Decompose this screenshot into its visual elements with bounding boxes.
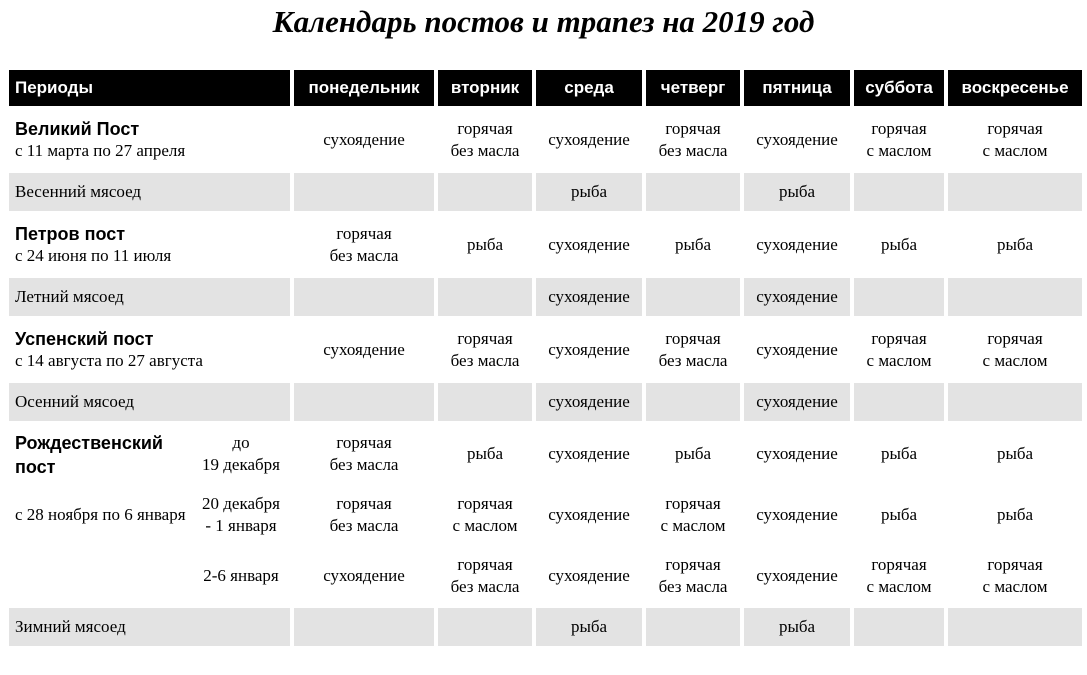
meal-cell: рыба: [466, 234, 504, 254]
meal-cell: горячая с маслом: [982, 118, 1048, 160]
header-day: понедельник: [294, 70, 434, 106]
row-peter-fast: [9, 215, 1082, 274]
meal-cell: сухоядение: [756, 234, 838, 254]
meal-cell: горячая без масла: [450, 328, 520, 370]
meal-cell: [294, 278, 434, 316]
meal-cell: рыба: [674, 234, 712, 254]
meal-cell: горячая без масла: [658, 328, 728, 370]
header-row: [9, 70, 1082, 106]
meal-cell: горячая с маслом: [866, 118, 932, 160]
meal-cell: [438, 173, 532, 211]
meal-cell: рыба: [880, 504, 918, 524]
meal-cell: рыба: [996, 443, 1034, 463]
meal-cell: горячая с маслом: [982, 554, 1048, 596]
subperiod-range: 2-6 января: [203, 565, 279, 585]
period-name: Осенний мясоед: [9, 383, 290, 421]
meal-cell: [294, 173, 434, 211]
subperiod-range: 20 декабря - 1 января: [202, 493, 280, 535]
meal-cell: горячая без масла: [658, 118, 728, 160]
meal-cell: сухоядение: [536, 278, 642, 316]
meal-cell: горячая без масла: [329, 432, 399, 474]
row-winter-meat: [9, 608, 1082, 646]
meal-cell: горячая с маслом: [866, 554, 932, 596]
meal-cell: сухоядение: [548, 565, 630, 585]
meal-cell: рыба: [536, 173, 642, 211]
page-title: Календарь постов и трапез на 2019 год: [272, 4, 815, 39]
period-name: Зимний мясоед: [9, 608, 290, 646]
meal-cell: сухоядение: [548, 443, 630, 463]
meal-cell: [646, 383, 740, 421]
meal-cell: сухоядение: [548, 339, 630, 359]
row-spring-meat: [9, 173, 1082, 211]
period-dates: с 24 июня по 11 июля: [15, 246, 172, 265]
header-day: среда: [536, 70, 642, 106]
header-day: вторник: [438, 70, 532, 106]
meal-cell: [854, 608, 944, 646]
meal-cell: [948, 608, 1082, 646]
period-name: Рождественский пост: [15, 433, 163, 477]
period-cell: [9, 215, 290, 274]
meal-cell: рыба: [996, 234, 1034, 254]
meal-cell: сухоядение: [323, 129, 405, 149]
meal-cell: горячая с маслом: [866, 328, 932, 370]
meal-cell: горячая без масла: [329, 223, 399, 265]
meal-cell: сухоядение: [744, 383, 850, 421]
meal-cell: горячая без масла: [450, 554, 520, 596]
meal-cell: рыба: [744, 173, 850, 211]
meal-cell: [646, 608, 740, 646]
period-dates: с 11 марта по 27 апреля: [15, 141, 186, 160]
meal-cell: горячая без масла: [658, 554, 728, 596]
meal-cell: рыба: [880, 443, 918, 463]
period-name: Великий Пост: [15, 119, 140, 139]
period-cell: [9, 320, 290, 379]
meal-cell: рыба: [996, 504, 1034, 524]
period-name: Весенний мясоед: [9, 173, 290, 211]
meal-cell: горячая с маслом: [452, 493, 518, 535]
meal-cell: [294, 383, 434, 421]
header-day: суббота: [854, 70, 944, 106]
fasting-calendar-table: [5, 66, 1086, 650]
row-nativity-fast-2: [9, 486, 1082, 543]
period-name: Петров пост: [15, 224, 126, 244]
meal-cell: сухоядение: [548, 129, 630, 149]
meal-cell: рыба: [536, 608, 642, 646]
meal-cell: сухоядение: [323, 339, 405, 359]
row-nativity-fast-1: [9, 425, 1082, 482]
meal-cell: [438, 278, 532, 316]
meal-cell: сухоядение: [756, 565, 838, 585]
period-name: Летний мясоед: [9, 278, 290, 316]
meal-cell: [948, 173, 1082, 211]
meal-cell: сухоядение: [756, 339, 838, 359]
row-great-lent: [9, 110, 1082, 169]
meal-cell: [854, 173, 944, 211]
meal-cell: сухоядение: [548, 234, 630, 254]
meal-cell: [854, 278, 944, 316]
header-day: четверг: [646, 70, 740, 106]
meal-cell: сухоядение: [323, 565, 405, 585]
meal-cell: рыба: [466, 443, 504, 463]
meal-cell: [646, 173, 740, 211]
period-dates: с 28 ноября по 6 января: [15, 505, 186, 524]
meal-cell: горячая с маслом: [982, 328, 1048, 370]
header-periods: Периоды: [9, 70, 290, 106]
header-day: воскресенье: [948, 70, 1082, 106]
meal-cell: [438, 608, 532, 646]
meal-cell: горячая без масла: [450, 118, 520, 160]
subperiod-range: до 19 декабря: [202, 432, 280, 474]
row-autumn-meat: [9, 383, 1082, 421]
meal-cell: рыба: [880, 234, 918, 254]
meal-cell: [854, 383, 944, 421]
meal-cell: горячая без масла: [329, 493, 399, 535]
meal-cell: сухоядение: [548, 504, 630, 524]
meal-cell: рыба: [744, 608, 850, 646]
header-day: пятница: [744, 70, 850, 106]
period-dates: с 14 августа по 27 августа: [15, 351, 203, 370]
meal-cell: сухоядение: [536, 383, 642, 421]
meal-cell: рыба: [674, 443, 712, 463]
meal-cell: горячая с маслом: [660, 493, 726, 535]
meal-cell: [438, 383, 532, 421]
row-summer-meat: [9, 278, 1082, 316]
period-name: Успенский пост: [15, 329, 154, 349]
meal-cell: [646, 278, 740, 316]
meal-cell: [948, 383, 1082, 421]
meal-cell: [948, 278, 1082, 316]
meal-cell: сухоядение: [756, 504, 838, 524]
period-cell: [9, 110, 290, 169]
meal-cell: сухоядение: [756, 129, 838, 149]
row-dormition-fast: [9, 320, 1082, 379]
meal-cell: сухоядение: [744, 278, 850, 316]
meal-cell: сухоядение: [756, 443, 838, 463]
meal-cell: [294, 608, 434, 646]
